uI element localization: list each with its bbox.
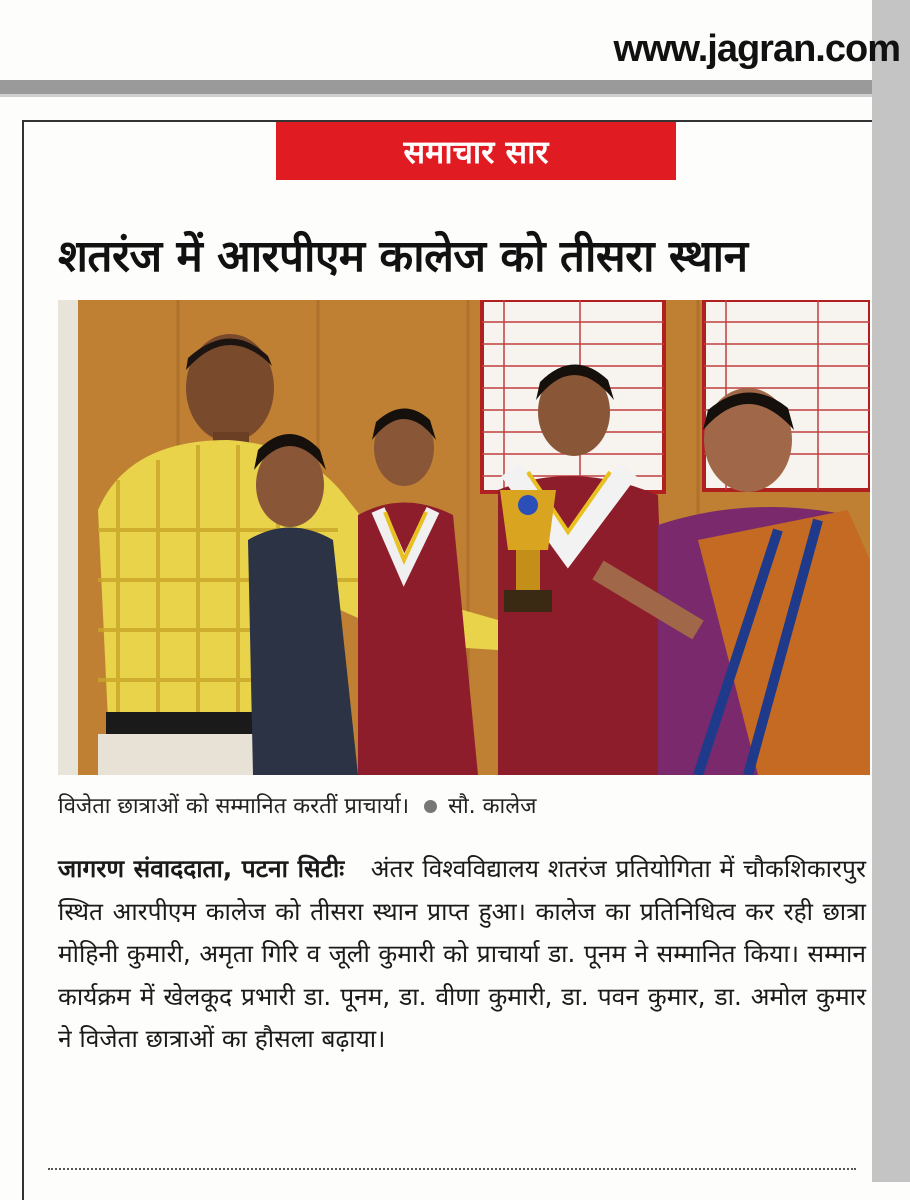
photo-caption	[58, 790, 870, 820]
article-dateline: जागरण संवाददाता, पटना सिटीः	[58, 854, 345, 883]
bullet-dot-icon	[424, 800, 437, 813]
article-body-text: अंतर विश्वविद्यालय शतरंज प्रतियोगिता में चौकशिकारपुर स्थित आरपीएम कालेज को तीसरा स्थान प्राप्त हुआ। कालेज का प्रतिनिधित्व कर रही छात्रा मोहिनी कुमारी, अमृता गिरि व जूली कुमारी को प्राचार्या डा. पूनम ने सम्मानित किया। सम्मान कार्यक्रम में खेलकूद प्रभारी डा. पूनम, डा. वीणा कुमारी, डा. पवन कुमार, डा. अमोल कुमार ने विजेता छात्राओं का हौसला बढ़ाया।	[58, 854, 866, 1053]
site-url[interactable]: www.jagran.com	[613, 28, 900, 70]
section-label-text: समाचार सार	[403, 132, 549, 171]
article-photo	[58, 300, 870, 775]
section-label	[276, 122, 676, 180]
article-headline: शतरंज में आरपीएम कालेज को तीसरा स्थान	[58, 231, 748, 282]
dotted-divider	[48, 1168, 856, 1170]
caption-text: विजेता छात्राओं को सम्मानित करतीं प्राचार्या।	[58, 794, 410, 819]
header-rule-shadow	[0, 94, 872, 97]
article-body	[58, 848, 866, 1061]
photo-credit: सौ. कालेज	[448, 794, 537, 819]
page-margin-bar	[872, 0, 910, 1182]
header-rule	[0, 80, 872, 94]
